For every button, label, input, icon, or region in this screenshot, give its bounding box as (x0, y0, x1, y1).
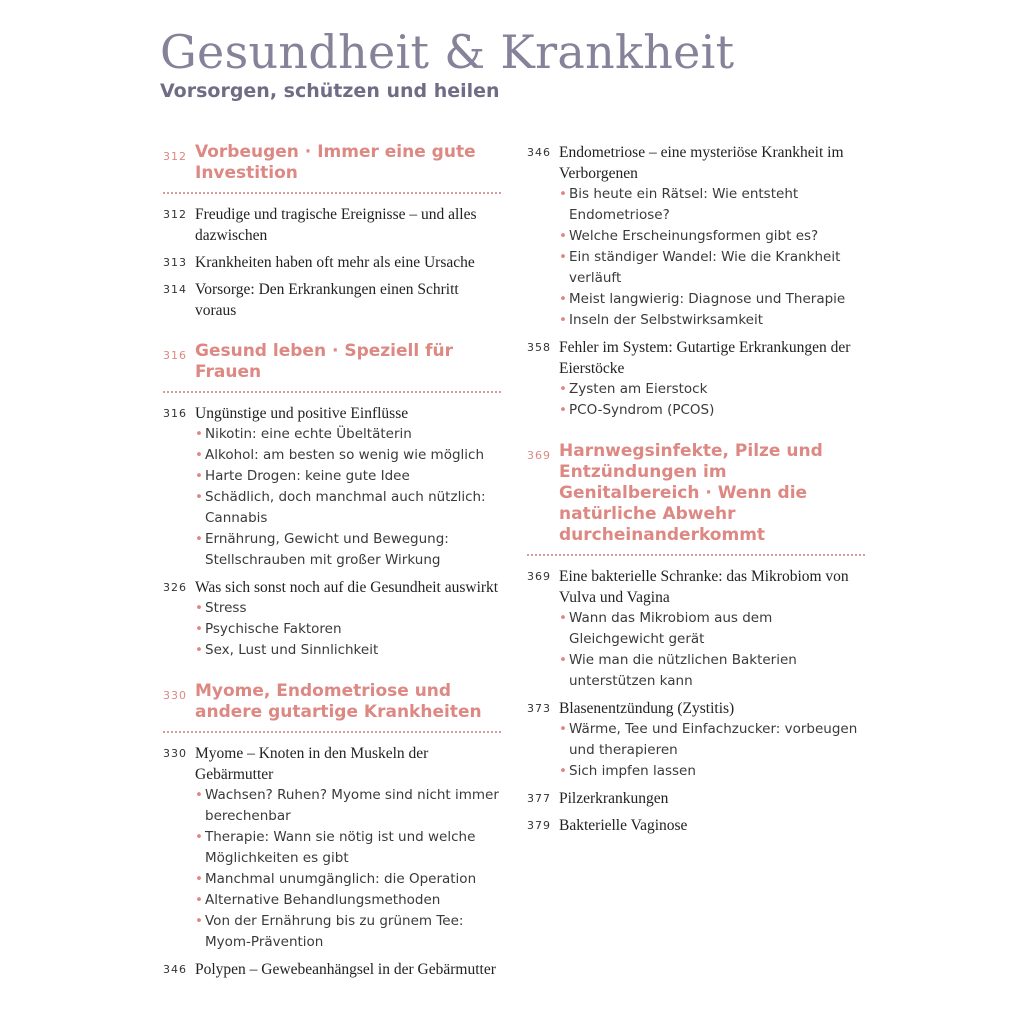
bullet-icon: • (559, 291, 567, 307)
bullet-icon: • (559, 186, 567, 202)
toc-entry[interactable] (527, 566, 865, 692)
entry-title: Endometriose – eine mysteriöse Krankheit im Verborgenen (559, 144, 844, 182)
subentry-list (559, 184, 865, 331)
toc-entry[interactable] (527, 698, 865, 782)
subentry-item[interactable] (195, 827, 501, 869)
toc-entry[interactable] (163, 959, 501, 980)
subentry-list (559, 379, 865, 421)
subentry-item[interactable] (559, 719, 865, 761)
entry-page-number: 326 (163, 581, 187, 594)
entry-page-number: 346 (163, 963, 187, 976)
toc-column-left (163, 142, 501, 1000)
bullet-icon: • (559, 312, 567, 328)
subentry-item[interactable] (559, 184, 865, 226)
subentry-item[interactable] (559, 379, 865, 400)
subentry-text: Wachsen? Ruhen? Myome sind nicht immer berechenbar (205, 787, 499, 824)
bullet-icon: • (195, 913, 203, 929)
toc-section (527, 441, 865, 836)
section-title: Harnwegsinfekte, Pilze und Entzündungen im Genitalbereich · Wenn die natürliche Abwehr durcheinanderkommt (559, 441, 823, 545)
toc-entry[interactable] (527, 788, 865, 809)
chapter-title: Gesundheit & Krankheit (160, 25, 735, 79)
subentry-item[interactable] (559, 400, 865, 421)
bullet-icon: • (559, 763, 567, 779)
subentry-item[interactable] (195, 445, 501, 466)
subentry-text: Sex, Lust und Sinnlichkeit (205, 642, 379, 658)
subentry-item[interactable] (195, 598, 501, 619)
entry-page-number: 313 (163, 256, 187, 269)
entry-page-number: 369 (527, 570, 551, 583)
entry-page-number: 316 (163, 407, 187, 420)
subentry-text: Psychische Faktoren (205, 621, 342, 637)
entry-title: Was sich sonst noch auf die Gesundheit auswirkt (195, 579, 499, 596)
toc-column-right (527, 142, 865, 856)
subentry-text: Manchmal unumgänglich: die Operation (205, 871, 477, 887)
bullet-icon: • (195, 829, 203, 845)
entry-title: Pilzerkrankungen (559, 790, 669, 807)
subentry-text: PCO-Syndrom (PCOS) (569, 402, 715, 418)
toc-entry[interactable] (163, 279, 501, 321)
entry-title: Fehler im System: Gutartige Erkrankungen der Eierstöcke (559, 339, 851, 377)
subentry-item[interactable] (559, 608, 865, 650)
toc-entry[interactable] (163, 577, 501, 661)
entry-title: Eine bakterielle Schranke: das Mikrobiom von Vulva und Vagina (559, 568, 849, 606)
subentry-item[interactable] (559, 247, 865, 289)
bullet-icon: • (195, 871, 203, 887)
section-heading[interactable] (163, 681, 501, 733)
subentry-text: Von der Ernährung bis zu grünem Tee: Myom-Prävention (205, 913, 464, 950)
subentry-item[interactable] (195, 487, 501, 529)
subentry-item[interactable] (195, 890, 501, 911)
toc-section (527, 142, 865, 421)
section-heading[interactable] (527, 441, 865, 556)
bullet-icon: • (559, 721, 567, 737)
subentry-item[interactable] (559, 289, 865, 310)
bullet-icon: • (195, 642, 203, 658)
toc-entry[interactable] (527, 142, 865, 331)
entry-page-number: 379 (527, 819, 551, 832)
entry-title: Krankheiten haben oft mehr als eine Ursache (195, 254, 475, 271)
subentry-list (195, 424, 501, 571)
subentry-item[interactable] (559, 310, 865, 331)
subentry-list (559, 608, 865, 692)
entry-title: Bakterielle Vaginose (559, 817, 688, 834)
subentry-text: Zysten am Eierstock (569, 381, 708, 397)
toc-entry[interactable] (527, 815, 865, 836)
entry-page-number: 346 (527, 146, 551, 159)
subentry-list (195, 598, 501, 661)
subentry-item[interactable] (195, 529, 501, 571)
toc-section (163, 142, 501, 321)
subentry-item[interactable] (559, 650, 865, 692)
subentry-text: Ein ständiger Wandel: Wie die Krankheit verläuft (569, 249, 841, 286)
subentry-item[interactable] (559, 226, 865, 247)
subentry-text: Meist langwierig: Diagnose und Therapie (569, 291, 846, 307)
section-title: Vorbeugen · Immer eine gute Investition (195, 142, 476, 183)
subentry-item[interactable] (559, 761, 865, 782)
subentry-item[interactable] (195, 911, 501, 953)
subentry-text: Wärme, Tee und Einfachzucker: vorbeugen und therapieren (569, 721, 858, 758)
section-title: Myome, Endometriose und andere gutartige Krankheiten (195, 681, 482, 722)
bullet-icon: • (559, 381, 567, 397)
bullet-icon: • (559, 610, 567, 626)
subentry-item[interactable] (195, 869, 501, 890)
bullet-icon: • (195, 447, 203, 463)
section-page-number: 316 (163, 349, 187, 362)
subentry-list (195, 785, 501, 953)
entry-title: Myome – Knoten in den Muskeln der Gebärmutter (195, 745, 429, 783)
bullet-icon: • (195, 892, 203, 908)
bullet-icon: • (195, 600, 203, 616)
entry-page-number: 312 (163, 208, 187, 221)
subentry-item[interactable] (195, 785, 501, 827)
entry-page-number: 377 (527, 792, 551, 805)
subentry-text: Inseln der Selbstwirksamkeit (569, 312, 764, 328)
toc-section (163, 341, 501, 661)
entry-page-number: 358 (527, 341, 551, 354)
toc-entry[interactable] (163, 403, 501, 571)
toc-section (163, 681, 501, 980)
subentry-text: Harte Drogen: keine gute Idee (205, 468, 410, 484)
section-page-number: 330 (163, 689, 187, 702)
section-heading[interactable] (163, 142, 501, 194)
bullet-icon: • (195, 787, 203, 803)
subentry-item[interactable] (195, 466, 501, 487)
section-page-number: 369 (527, 449, 551, 462)
entry-title: Polypen – Gewebeanhängsel in der Gebärmutter (195, 961, 496, 978)
chapter-subtitle: Vorsorgen, schützen und heilen (160, 80, 500, 102)
subentry-text: Ernährung, Gewicht und Bewegung: Stellschrauben mit großer Wirkung (205, 531, 449, 568)
subentry-item[interactable] (195, 424, 501, 445)
entry-page-number: 373 (527, 702, 551, 715)
toc-entry[interactable] (163, 743, 501, 953)
entry-title: Blasenentzündung (Zystitis) (559, 700, 735, 717)
subentry-text: Therapie: Wann sie nötig ist und welche Möglichkeiten es gibt (205, 829, 476, 866)
subentry-text: Alkohol: am besten so wenig wie möglich (205, 447, 485, 463)
bullet-icon: • (195, 468, 203, 484)
entry-page-number: 314 (163, 283, 187, 296)
toc-entry[interactable] (163, 204, 501, 246)
subentry-text: Nikotin: eine echte Übeltäterin (205, 426, 412, 442)
subentry-list (559, 719, 865, 782)
bullet-icon: • (559, 249, 567, 265)
bullet-icon: • (559, 228, 567, 244)
subentry-text: Welche Erscheinungsformen gibt es? (569, 228, 819, 244)
subentry-text: Schädlich, doch manchmal auch nützlich: Cannabis (205, 489, 486, 526)
bullet-icon: • (195, 426, 203, 442)
bullet-icon: • (195, 489, 203, 505)
subentry-text: Sich impfen lassen (569, 763, 696, 779)
subentry-text: Wie man die nützlichen Bakterien unterstützen kann (569, 652, 797, 689)
section-page-number: 312 (163, 150, 187, 163)
subentry-item[interactable] (195, 619, 501, 640)
toc-entry[interactable] (163, 252, 501, 273)
bullet-icon: • (195, 621, 203, 637)
entry-title: Ungünstige und positive Einflüsse (195, 405, 409, 422)
section-heading[interactable] (163, 341, 501, 393)
subentry-text: Bis heute ein Rätsel: Wie entsteht Endometriose? (569, 186, 799, 223)
subentry-text: Alternative Behandlungsmethoden (205, 892, 441, 908)
subentry-text: Stress (205, 600, 247, 616)
toc-entry[interactable] (527, 337, 865, 421)
bullet-icon: • (559, 652, 567, 668)
entry-title: Freudige und tragische Ereignisse – und alles dazwischen (195, 206, 477, 244)
chapter-header (160, 24, 734, 102)
section-title: Gesund leben · Speziell für Frauen (195, 341, 453, 382)
bullet-icon: • (559, 402, 567, 418)
bullet-icon: • (195, 531, 203, 547)
subentry-item[interactable] (195, 640, 501, 661)
entry-title: Vorsorge: Den Erkrankungen einen Schritt voraus (195, 281, 459, 319)
subentry-text: Wann das Mikrobiom aus dem Gleichgewicht gerät (569, 610, 773, 647)
entry-page-number: 330 (163, 747, 187, 760)
